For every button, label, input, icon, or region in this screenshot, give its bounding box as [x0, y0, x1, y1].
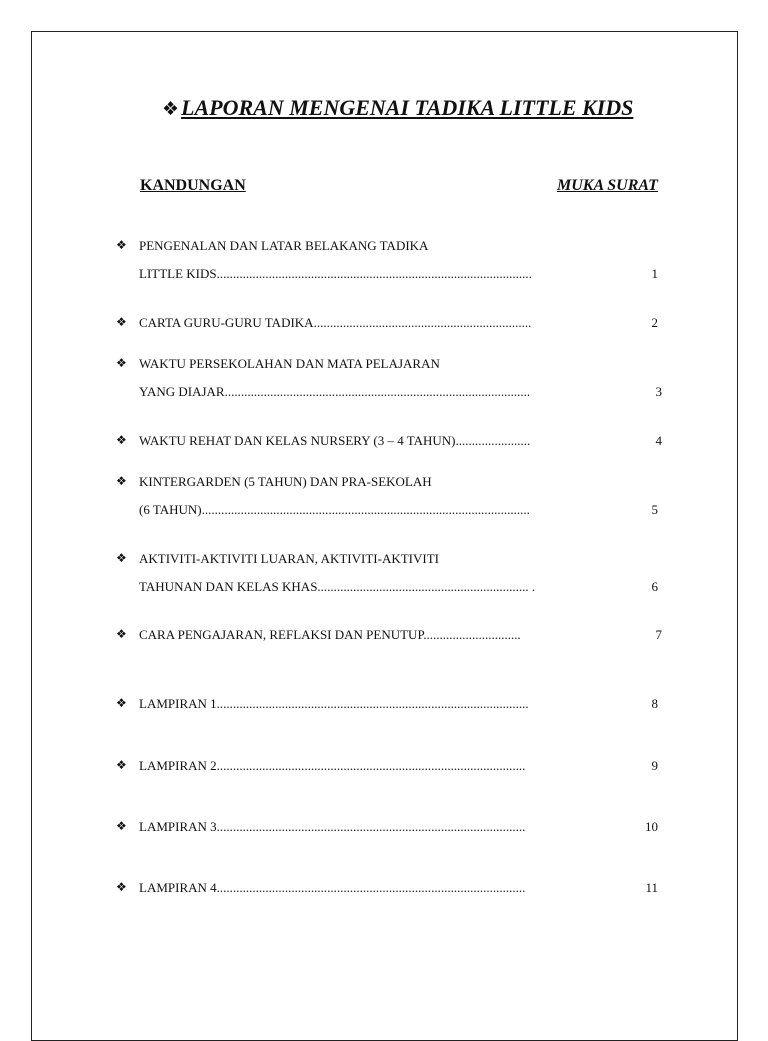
- toc-entry-title: CARA PENGAJARAN, REFLAKSI DAN PENUTUP..............................: [139, 627, 521, 642]
- diamond-bullet-icon: ❖: [116, 433, 127, 447]
- toc-entry-page: 1: [651, 266, 658, 281]
- page-number-heading: MUKA SURAT: [557, 177, 658, 194]
- toc-entry-title: WAKTU PERSEKOLAHAN DAN MATA PELAJARAN: [139, 356, 440, 371]
- document-title: [162, 95, 633, 121]
- toc-entry-title-continued: (6 TAHUN).....................................................................................................: [139, 502, 530, 517]
- toc-entry-title: CARTA GURU-GURU TADIKA...................................................................: [139, 315, 532, 330]
- toc-entry-page: 6: [651, 579, 658, 594]
- diamond-bullet-icon: ❖: [116, 696, 127, 710]
- toc-entry-page: 10: [645, 819, 658, 834]
- diamond-bullet-icon: ❖: [116, 819, 127, 833]
- contents-heading: KANDUNGAN: [140, 177, 246, 194]
- toc-entry-title: PENGENALAN DAN LATAR BELAKANG TADIKA: [139, 238, 429, 253]
- diamond-bullet-icon: ❖: [116, 551, 127, 565]
- diamond-bullet-icon: ❖: [116, 627, 127, 641]
- toc-entry-page: 8: [651, 696, 658, 711]
- toc-entry-page: 7: [655, 627, 662, 642]
- toc-entry-page: 4: [655, 433, 662, 448]
- toc-entry-page: 9: [651, 758, 658, 773]
- toc-entry-page: 11: [645, 880, 658, 895]
- toc-entry-title: LAMPIRAN 4...............................................................................................: [139, 880, 526, 895]
- toc-entry-page: 2: [651, 315, 658, 330]
- diamond-bullet-icon: ❖: [116, 356, 127, 370]
- toc-entry-title-continued: YANG DIAJAR..............................................................................................: [139, 384, 531, 399]
- diamond-bullet-icon: ❖: [116, 474, 127, 488]
- diamond-bullet-icon: ❖: [116, 758, 127, 772]
- toc-entry-page: 5: [651, 502, 658, 517]
- diamond-bullet-icon: ❖: [162, 98, 180, 120]
- toc-entry-title: AKTIVITI-AKTIVITI LUARAN, AKTIVITI-AKTIVITI: [139, 551, 439, 566]
- diamond-bullet-icon: ❖: [116, 880, 127, 894]
- toc-entry-title: WAKTU REHAT DAN KELAS NURSERY (3 – 4 TAHUN).......................: [139, 433, 531, 448]
- diamond-bullet-icon: ❖: [116, 238, 127, 252]
- toc-entry-page: 3: [655, 384, 662, 399]
- toc-entry-title: LAMPIRAN 2...............................................................................................: [139, 758, 526, 773]
- toc-entry-title: LAMPIRAN 3...............................................................................................: [139, 819, 526, 834]
- toc-entry-title-continued: LITTLE KIDS.................................................................................................: [139, 266, 532, 281]
- toc-entry-title-continued: TAHUNAN DAN KELAS KHAS................................................................. .: [139, 579, 536, 594]
- diamond-bullet-icon: ❖: [116, 315, 127, 329]
- title-text: LAPORAN MENGENAI TADIKA LITTLE KIDS: [181, 95, 634, 120]
- toc-entry-title: LAMPIRAN 1................................................................................................: [139, 696, 529, 711]
- toc-entry-title: KINTERGARDEN (5 TAHUN) DAN PRA-SEKOLAH: [139, 474, 432, 489]
